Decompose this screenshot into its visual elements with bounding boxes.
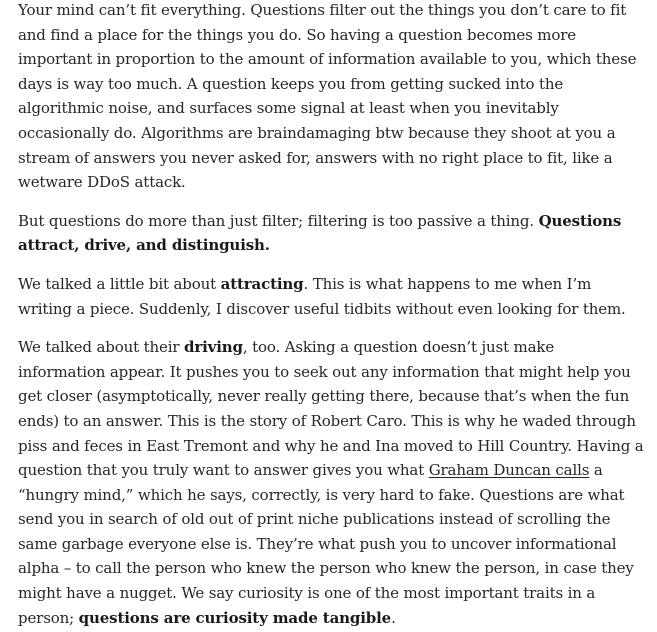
paragraph-attracting — [18, 272, 645, 321]
paragraph-text: . — [391, 608, 396, 627]
paragraph-text: Your mind can’t fit everything. Questions filter out the things you don’t care to fit and find a place for the things you do. So having a question becomes more important in proportion to the amount of information available to you, which these days is way too much. A question keeps you from getting sucked into the algorithmic noise, and surfaces some signal at least when you inevitably occasionally do. Algorithms are braindamaging btw because they shoot at you a stream of answers you never asked for, answers with no right place to fit, like a wetware DDoS attack. — [18, 1, 637, 192]
paragraph-questions-do-more — [18, 209, 645, 258]
bold-word-attracting: attracting — [220, 274, 304, 293]
bold-phrase-curiosity: questions are curiosity made tangible — [78, 608, 392, 627]
paragraph-text: , too. Asking a question doesn’t just make information appear. It pushes you to seek out any information that might help you get closer (asymptotically, never really getting there, because that’s when the fun ends) to an answer. This is the story of Robert Caro. This is why he waded through piss and feces in East Tremont and why he and Ina moved to Hill Country. Having a question that you truly want to answer gives you what — [18, 338, 644, 480]
paragraph-mind-filter — [18, 0, 645, 195]
paragraph-text: We talked about their — [18, 338, 184, 357]
bold-word-driving: driving — [183, 338, 243, 357]
paragraph-text: We talked a little bit about — [18, 274, 221, 293]
graham-duncan-link[interactable]: Graham Duncan calls — [428, 461, 590, 480]
paragraph-text: But questions do more than just filter; filtering is too passive a thing. — [18, 211, 539, 230]
paragraph-text: . This is what happens to me when I’m writing a piece. Suddenly, I discover useful tidbits without even looking for them. — [18, 274, 626, 318]
paragraph-driving — [18, 335, 645, 630]
paragraph-text: a “hungry mind,” which he says, correctly, is very hard to fake. Questions are what send you in search of old out of print niche publications instead of scrolling the same garbage everyone else is. They’re what push you to uncover informational alpha – to call the person who knew the person who knew the person, in case they might have a nugget. We say curiosity is one of the most important traits in a person; — [18, 461, 634, 627]
bold-phrase: Questions attract, drive, and distinguish. — [18, 211, 622, 255]
